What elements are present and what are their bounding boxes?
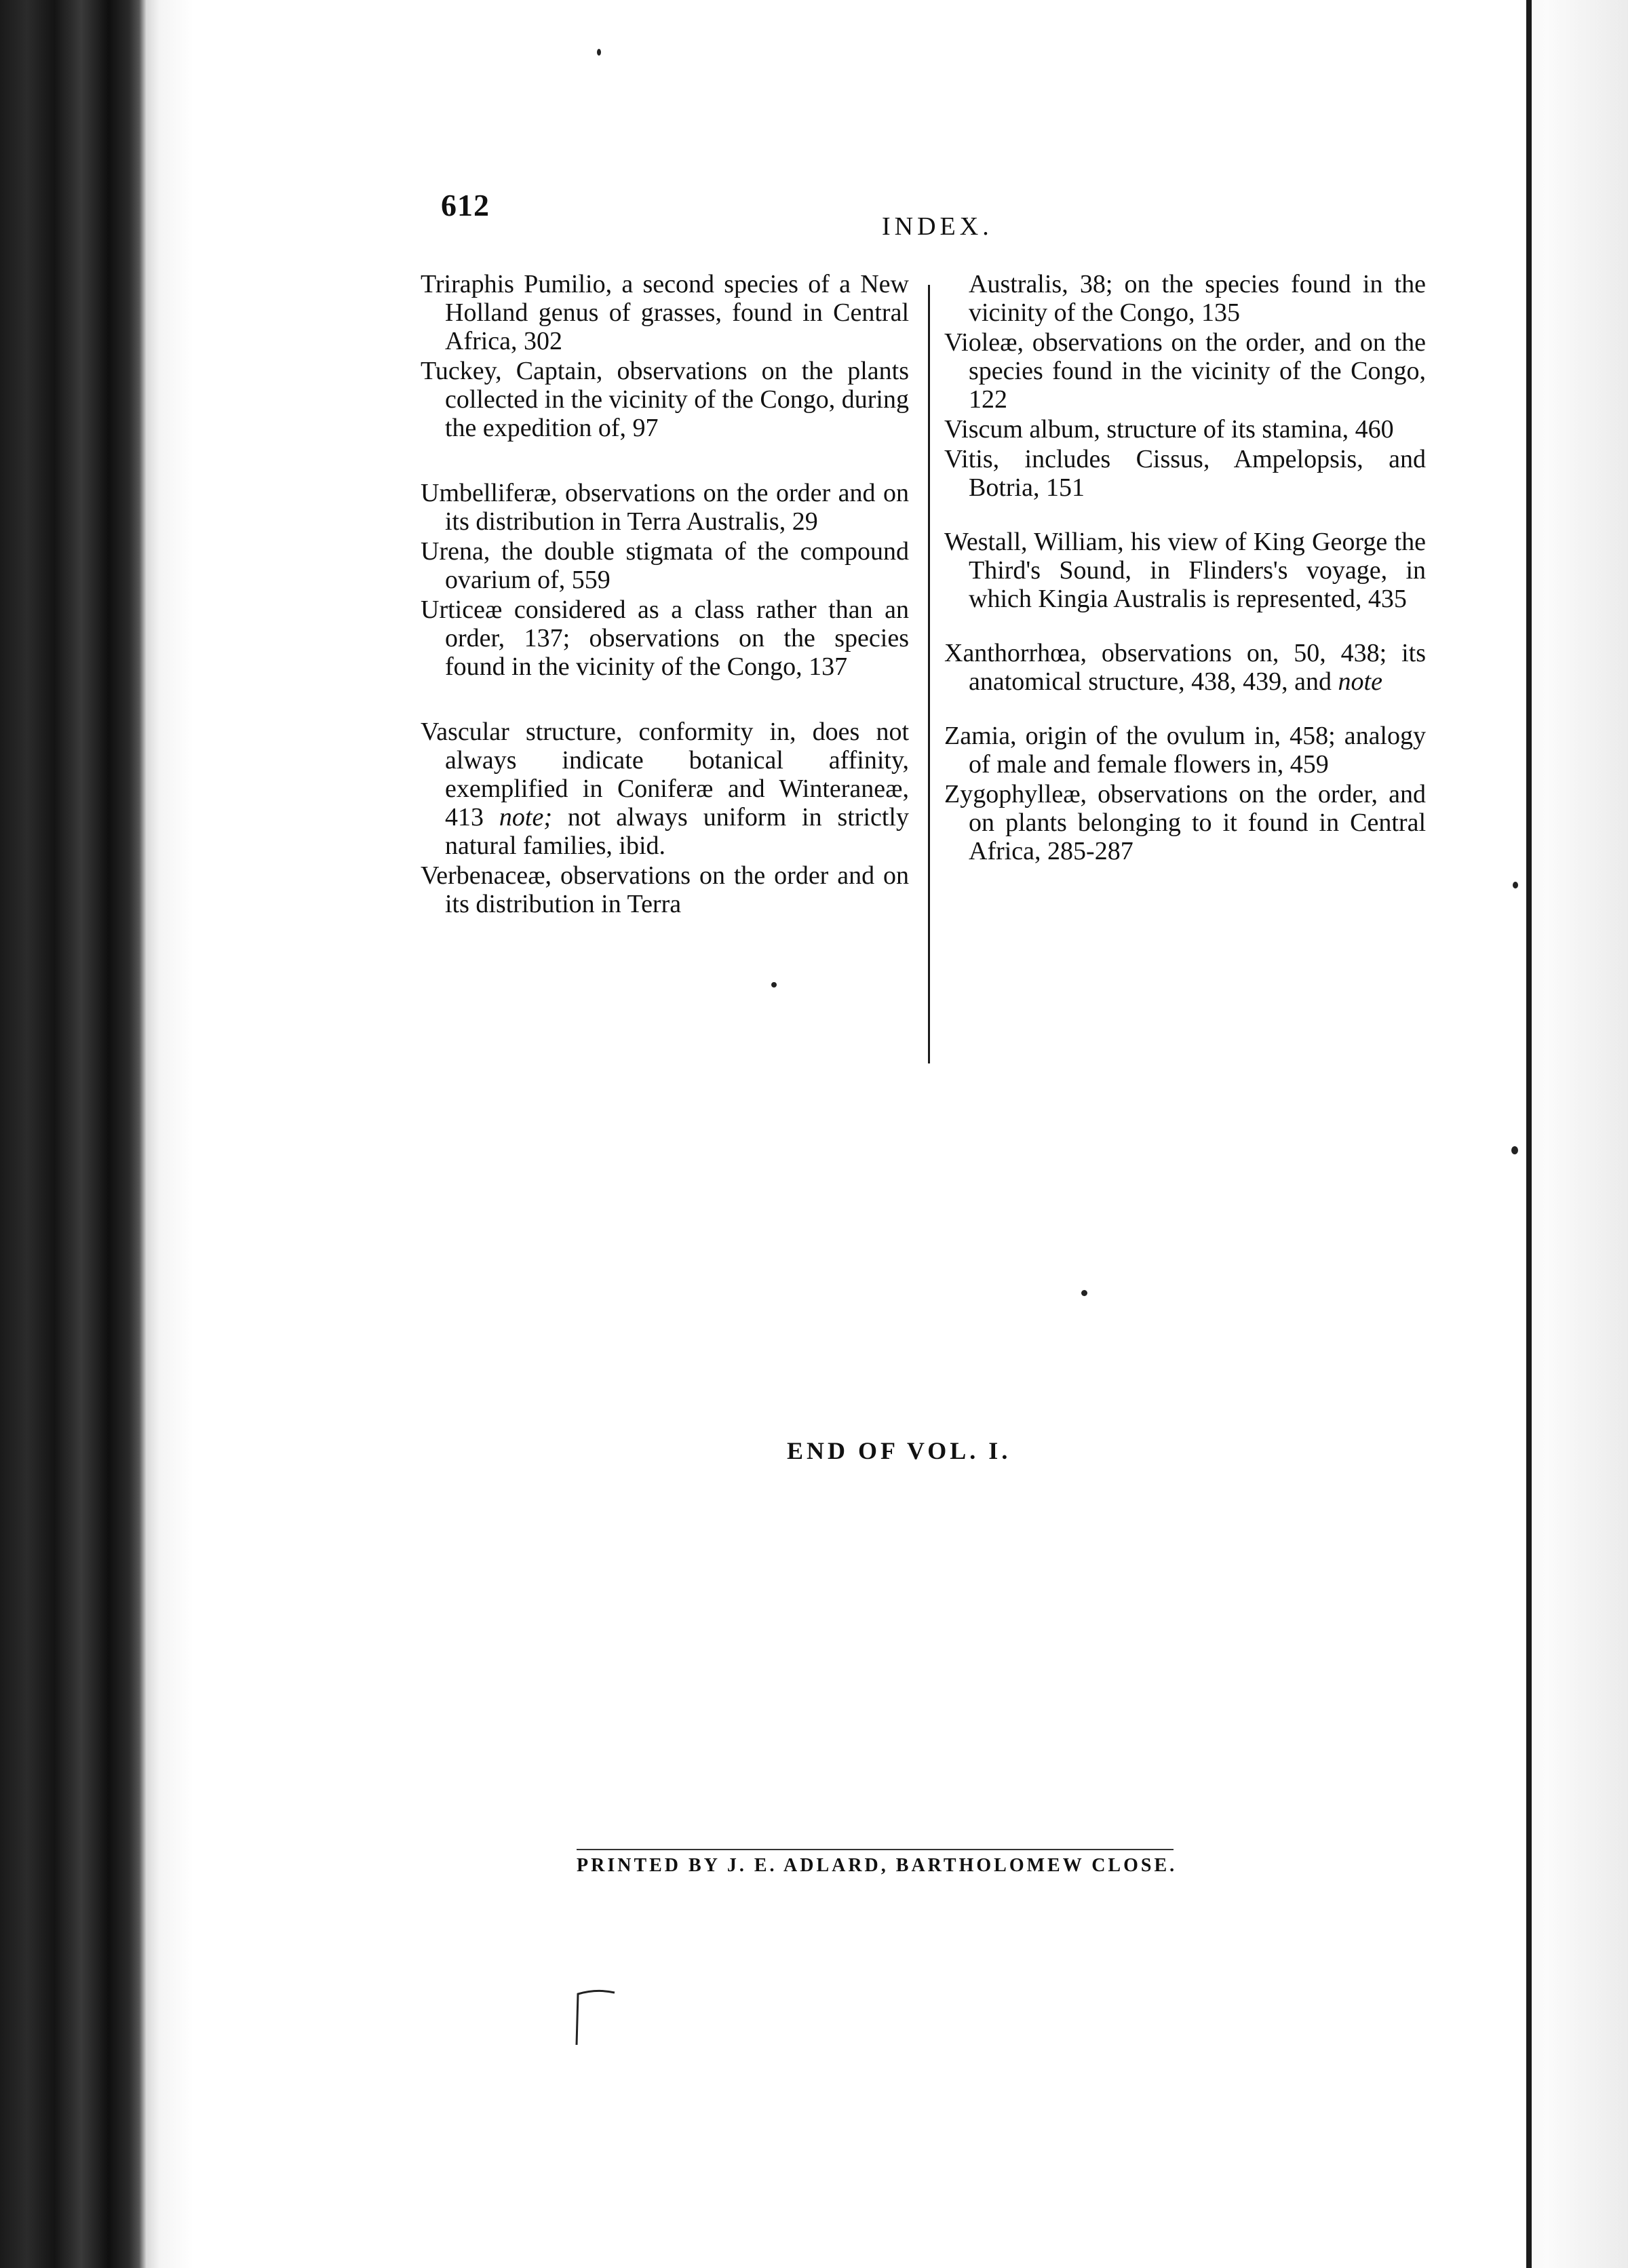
index-entry [944, 780, 1426, 865]
index-term: Viscum album, [944, 415, 1100, 444]
index-text: observations on, 50, 438; its anatomical structure, 438, 439, and [969, 639, 1426, 696]
page-number: 612 [441, 188, 490, 222]
index-term: Violeæ, [944, 328, 1024, 357]
index-text: origin of the ovulum in, 458; analogy of male and female flowers in, 459 [969, 722, 1426, 779]
running-head: INDEX. [882, 212, 993, 241]
index-text: a second species of a New Holland genus of grasses, found in Central Africa, 302 [445, 270, 909, 355]
index-text: observations on the order, and on the species found in the vicinity of the Congo, 122 [969, 328, 1426, 414]
index-text: observations on the plants collected in the vicinity of the Congo, during the expedition of, 97 [445, 357, 909, 442]
index-entry [944, 415, 1426, 444]
index-note: note; [499, 803, 552, 832]
index-column-right [944, 270, 1426, 867]
right-shadow [1547, 0, 1628, 2268]
index-continuation: Australis, 38; on the species found in the vicinity of the Congo, 135 [969, 270, 1426, 327]
index-term: Triraphis Pumilio, [421, 270, 613, 298]
letter-gap [944, 503, 1426, 528]
index-term: Verbenaceæ, [421, 861, 552, 890]
page-gutter [146, 0, 193, 2268]
letter-gap [944, 697, 1426, 722]
end-of-volume: END OF VOL. I. [787, 1437, 1011, 1464]
index-text: includes Cissus, Ampelopsis, and Botria, 151 [969, 445, 1426, 502]
index-text: observations on the order, and on plants belonging to it found in Central Africa, 285-287 [969, 780, 1426, 865]
index-text: considered as a class rather than an order, 137; observations on the species found in the vicinity of the Congo, 137 [445, 595, 909, 681]
column-divider [928, 285, 930, 1063]
index-entry [944, 528, 1426, 613]
scan-speck [1511, 1146, 1518, 1154]
index-term: Urticeæ [421, 595, 503, 624]
index-entry [944, 445, 1426, 502]
index-text: observations on the order and on its distribution in Terra Australis, 29 [445, 479, 909, 536]
letter-gap [944, 614, 1426, 639]
index-text: conformity in, does not always indicate botanical affinity, exemplified in Coniferæ and Winteraneæ, 413 [445, 718, 909, 832]
index-term: Zygophylleæ, [944, 780, 1087, 808]
index-text: observations on the order and on its distribution in Terra [445, 861, 909, 918]
index-term: Vitis, [944, 445, 1000, 473]
index-term: Urena, [421, 537, 490, 566]
index-column-left [421, 270, 909, 920]
letter-gap [421, 682, 909, 718]
index-term: Xanthorrhœa, [944, 639, 1087, 667]
scan-speck [597, 49, 601, 56]
index-entry [421, 270, 909, 355]
index-term: Westall, William, [944, 528, 1124, 556]
scan-speck [1081, 1290, 1087, 1296]
index-entry [944, 722, 1426, 779]
index-note: note [1338, 667, 1382, 696]
page-edge-line [1526, 0, 1532, 2268]
printer-rule [577, 1849, 1174, 1850]
index-term: Vascular structure, [421, 718, 623, 746]
index-entry [944, 328, 1426, 414]
index-text: the double stigmata of the compound ovarium of, 559 [445, 537, 909, 594]
printer-imprint: PRINTED BY J. E. ADLARD, BARTHOLOMEW CLOSE. [577, 1855, 1178, 1876]
index-entry [421, 479, 909, 536]
index-term: Umbelliferæ, [421, 479, 558, 507]
index-entry [944, 639, 1426, 696]
scan-speck [1513, 882, 1518, 888]
index-text: not always uniform in strictly natural families, ibid. [445, 803, 909, 860]
index-entry [421, 537, 909, 594]
index-entry [421, 861, 909, 918]
letter-gap [421, 444, 909, 479]
index-term: Tuckey, Captain, [421, 357, 603, 385]
pencil-mark [570, 1987, 617, 2048]
index-entry [421, 595, 909, 681]
index-entry [421, 718, 909, 860]
index-entry [421, 357, 909, 442]
index-text: structure of its stamina, 460 [1100, 415, 1394, 444]
book-binding [0, 0, 146, 2268]
index-term: Zamia, [944, 722, 1017, 750]
index-text: his view of King George the Third's Sound, in Flinders's voyage, in which Kingia Australis is represented, 435 [969, 528, 1426, 613]
scan-speck [771, 982, 777, 988]
